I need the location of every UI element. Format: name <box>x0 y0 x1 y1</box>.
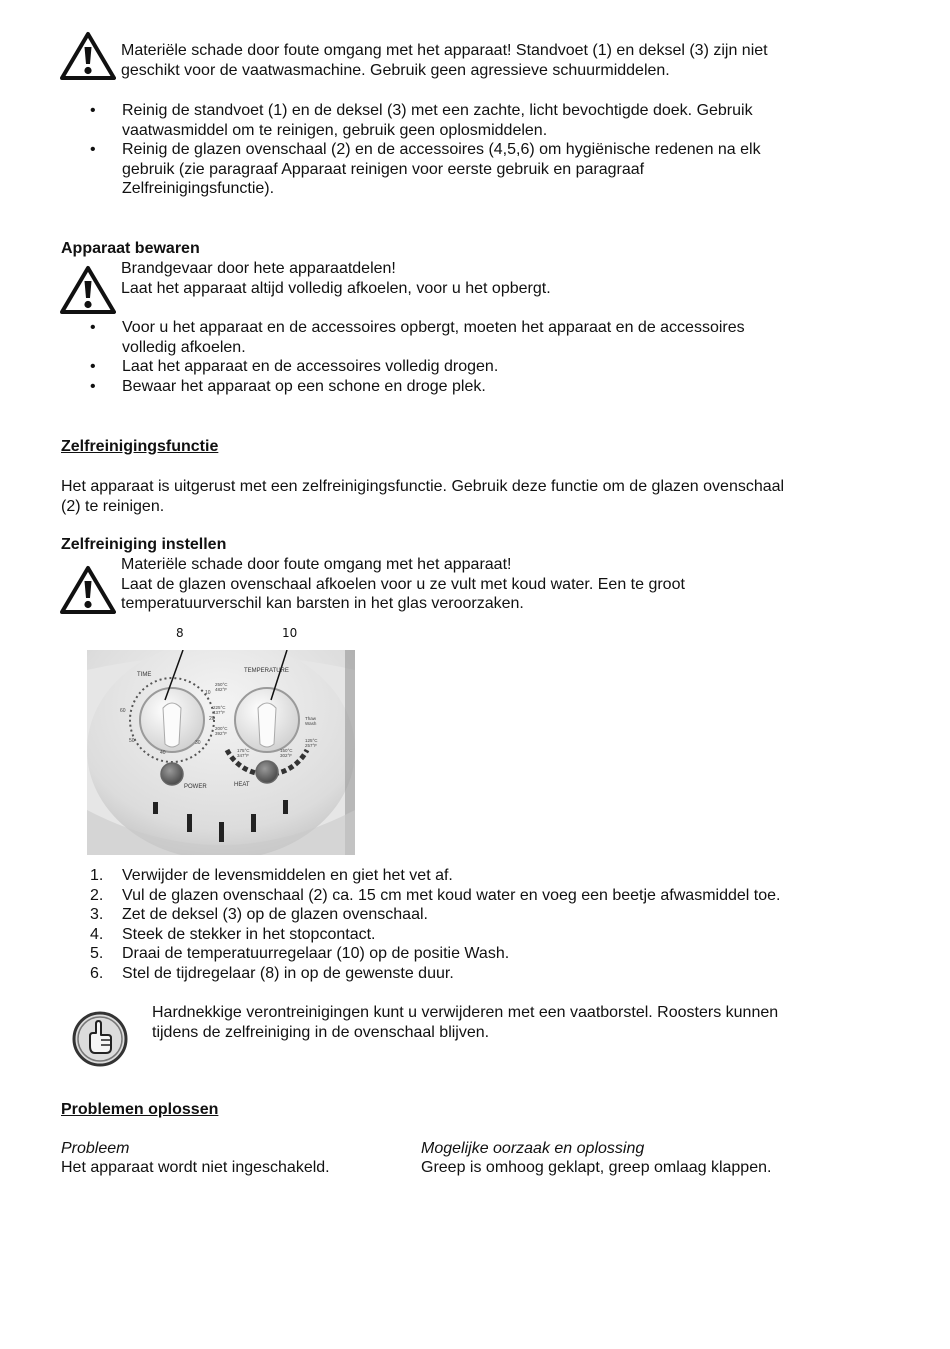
list-item: • Reinig de glazen ovenschaal (2) en de accessoires (4,5,6) om hygiënische redenen na elk gebruik (zie paragraaf Apparaat reinigen voor eerste gebruik en paragraaf Zelfreinigingsfunctie). <box>62 140 852 199</box>
temp-tick-175: 175°C 347°F <box>237 748 250 758</box>
self-cleaning-description: Het apparaat is uitgerust met een zelfreinigingsfunctie. Gebruik deze functie om de glazen ovenschaal (2) te reinigen. <box>61 478 785 515</box>
temp-tick-150: 150°C 302°F <box>280 748 293 758</box>
step-item: 1. Verwijder de levensmiddelen en giet het vet af. <box>90 867 453 884</box>
section-heading-storage: Apparaat bewaren <box>61 240 200 257</box>
time-tick-50: 50 <box>129 738 135 744</box>
section-heading-self-cleaning: Zelfreinigingsfunctie <box>61 438 219 455</box>
time-tick-10: 10 <box>205 690 211 696</box>
callout-timer-number: 8 <box>176 626 184 640</box>
callout-temperature-number: 10 <box>282 626 298 640</box>
temp-tick-250: 250°C 482°F <box>215 682 228 692</box>
section-heading-self-cleaning-setup: Zelfreiniging instellen <box>61 536 227 553</box>
warning-icon <box>60 565 116 615</box>
table-cell-solution: Greep is omhoog geklapt, greep omlaag klappen. <box>421 1159 772 1176</box>
time-tick-30: 30 <box>195 740 201 746</box>
step-item: 6. Stel de tijdregelaar (8) in op de gewenste duur. <box>90 964 454 982</box>
control-panel-illustration <box>87 650 355 855</box>
list-item: • Reinig de standvoet (1) en de deksel (3) met een zachte, licht bevochtigde doek. Gebruik vaatwasmiddel om te reinigen, gebruik geen oplosmiddelen. <box>62 101 852 140</box>
time-label: TIME <box>137 672 152 678</box>
power-label: POWER <box>184 784 207 790</box>
section-heading-troubleshooting: Problemen oplossen <box>61 1101 219 1118</box>
temp-tick-200: 200°C 392°F <box>215 726 228 736</box>
warning-text-fire: Brandgevaar door hete apparaatdelen! Laat het apparaat altijd volledig afkoelen, voor u het opbergt. <box>121 260 551 297</box>
warning-icon <box>60 265 116 315</box>
control-panel-photo <box>87 650 355 855</box>
thaw-wash-label: Thaw Wash <box>305 716 317 726</box>
warning-text-damage: Materiële schade door foute omgang met het apparaat! Standvoet (1) en deksel (3) zijn niet geschikt voor de vaatwasmachine. Gebruik geen agressieve schuurmiddelen. <box>121 42 768 79</box>
time-tick-40: 40 <box>160 750 166 756</box>
step-item: 4. Steek de stekker in het stopcontact. <box>90 925 376 943</box>
warning-text-glass: Materiële schade door foute omgang met het apparaat! Laat de glazen ovenschaal afkoelen voor u ze vult met koud water. Een te groot temperatuurverschil kan barsten in het glas veroorzaken. <box>121 556 685 612</box>
cleaning-list <box>62 101 852 199</box>
tip-text: Hardnekkige verontreinigingen kunt u verwijderen met een vaatborstel. Roosters kunnen tijdens de zelfreiniging in de ovenschaal blijven. <box>152 1004 779 1041</box>
storage-list <box>62 318 852 396</box>
heat-label: HEAT <box>234 782 250 788</box>
list-item: • Voor u het apparaat en de accessoires opbergt, moeten het apparaat en de accessoires volledig afkoelen. <box>62 318 852 357</box>
temp-tick-125: 125°C 257°F <box>305 738 318 748</box>
temp-tick-225: 225°C 437°F <box>213 705 226 715</box>
time-tick-60: 60 <box>120 708 126 714</box>
temperature-label: TEMPERATURE <box>244 668 289 674</box>
self-cleaning-steps <box>62 866 852 983</box>
warning-icon <box>60 31 116 81</box>
list-item: • Laat het apparaat en de accessoires volledig drogen. <box>62 357 852 377</box>
column-header-problem: Probleem <box>61 1140 130 1157</box>
step-item: 3. Zet de deksel (3) op de glazen ovenschaal. <box>90 906 428 923</box>
list-item: • Bewaar het apparaat op een schone en droge plek. <box>62 377 852 397</box>
table-cell-problem: Het apparaat wordt niet ingeschakeld. <box>61 1159 330 1176</box>
step-item: 5. Draai de temperatuurregelaar (10) op de positie Wash. <box>90 945 510 962</box>
tip-hand-icon <box>70 1010 130 1068</box>
time-tick-20: 20 <box>209 716 215 722</box>
column-header-solution: Mogelijke oorzaak en oplossing <box>421 1140 645 1157</box>
step-item: 2. Vul de glazen ovenschaal (2) ca. 15 cm met koud water en voeg een beetje afwasmiddel toe. <box>90 886 781 904</box>
